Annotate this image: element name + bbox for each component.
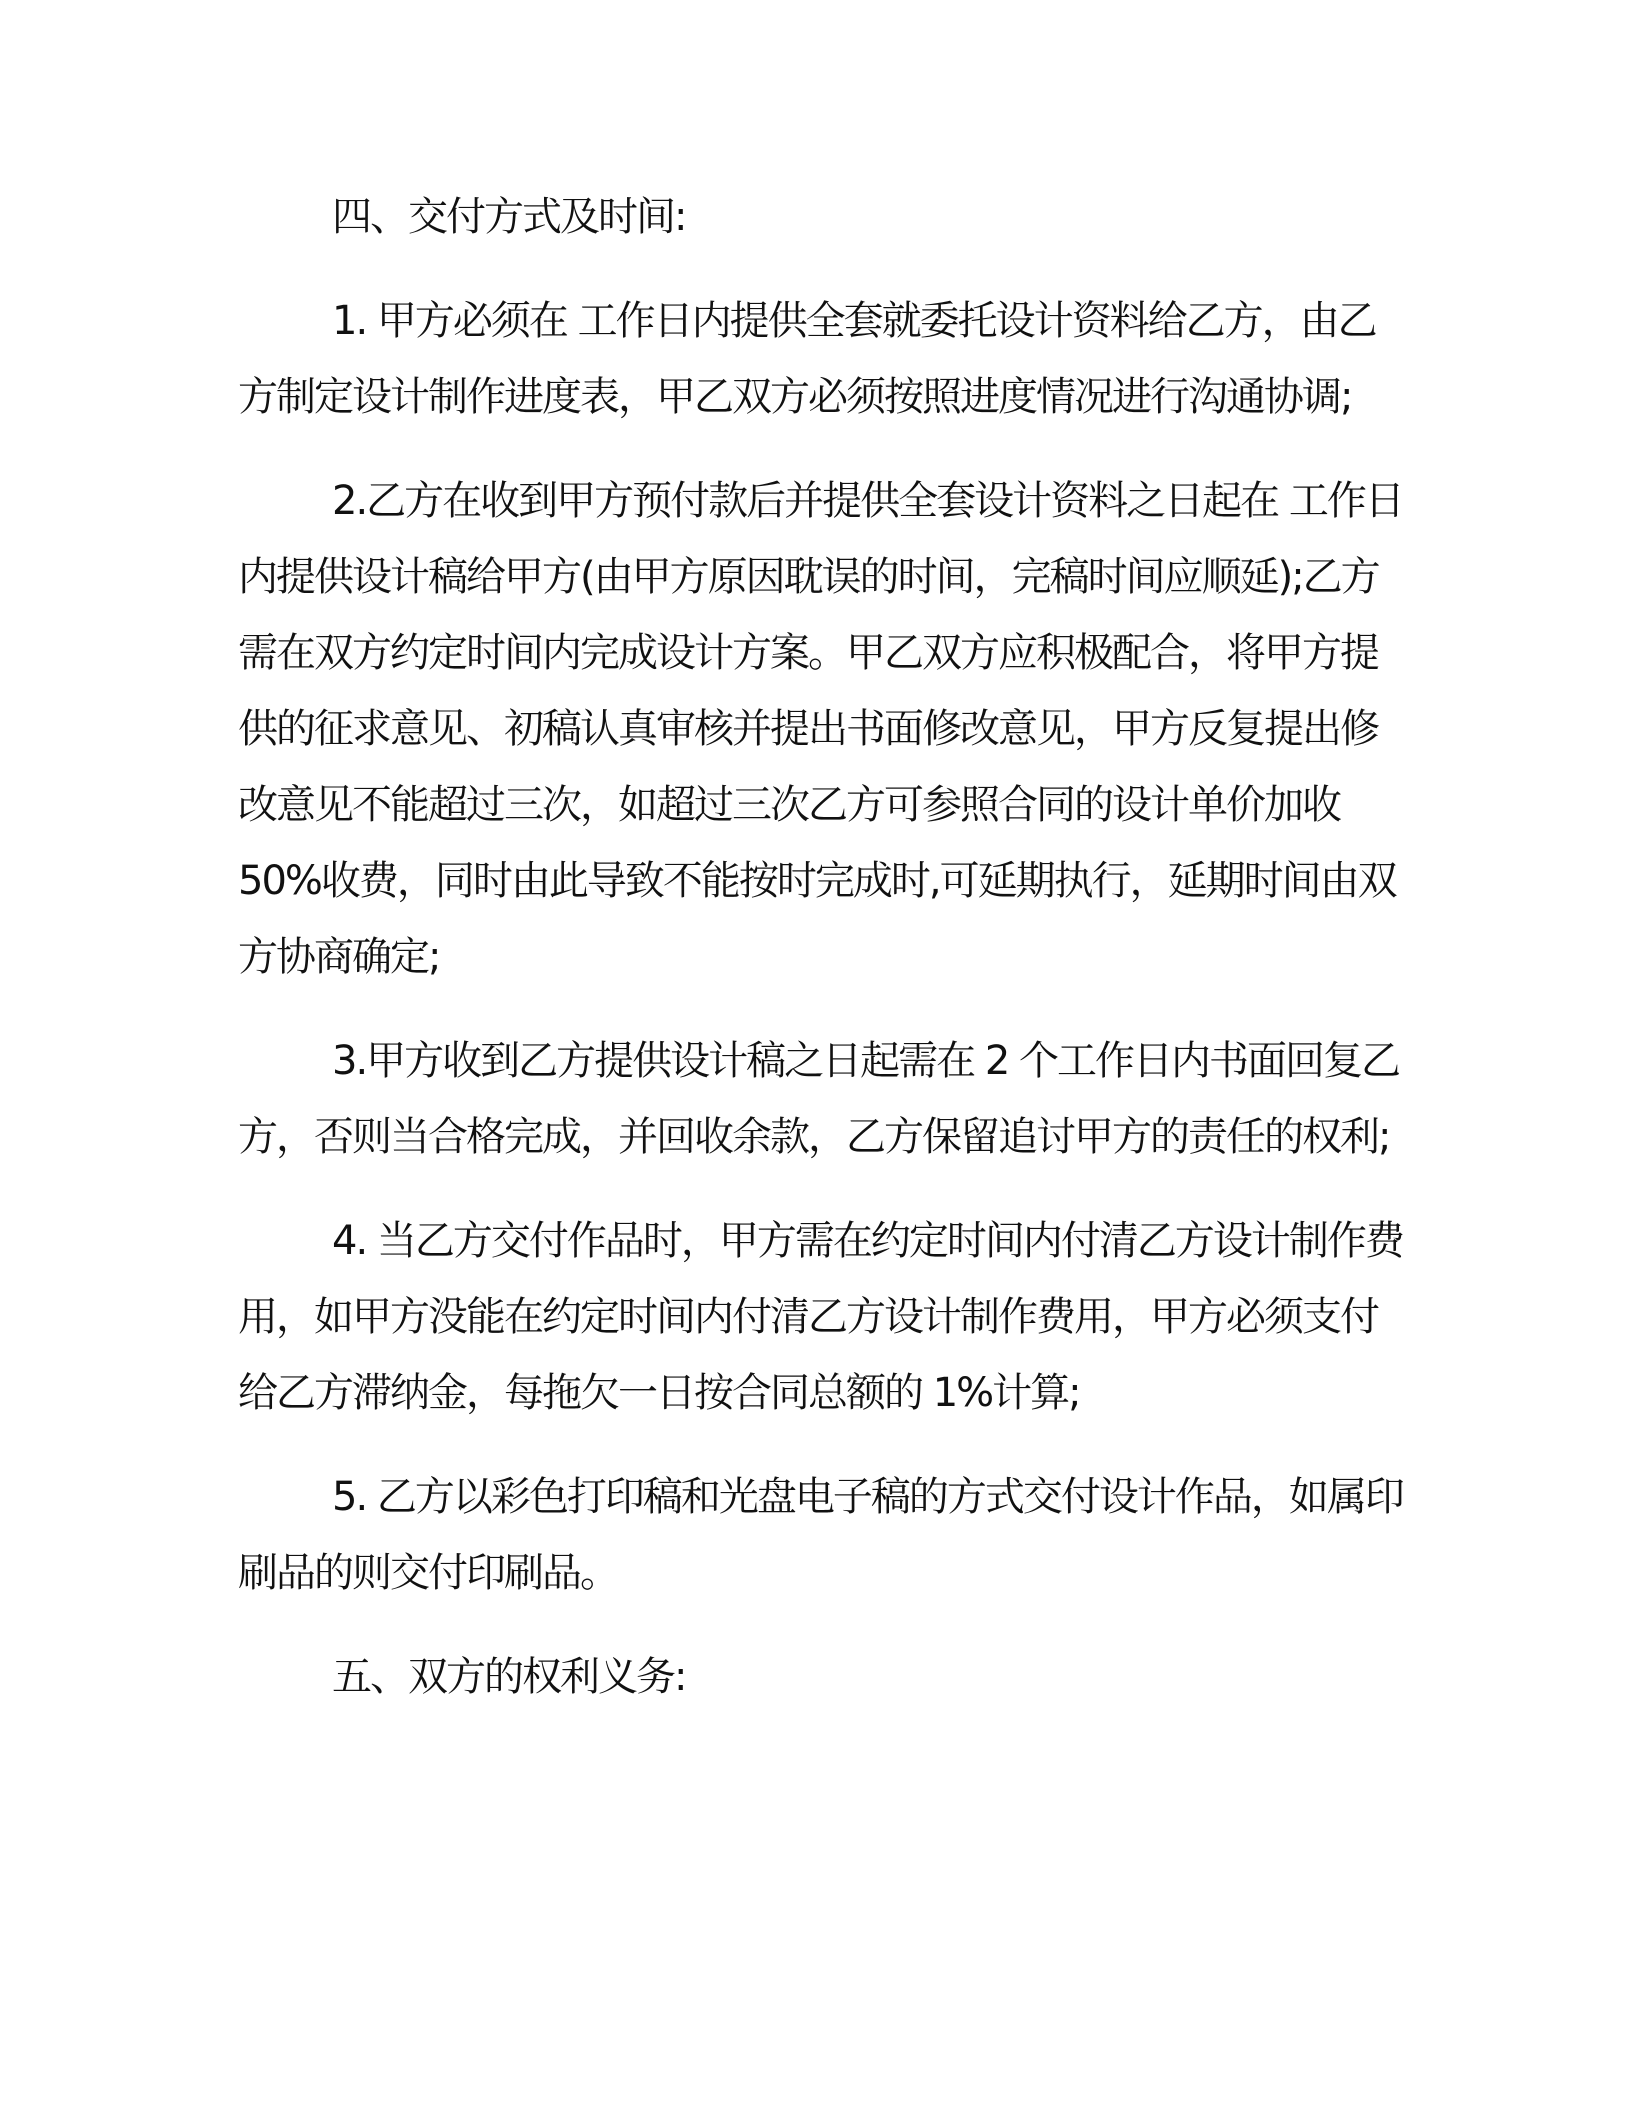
clause-1-line-2: 方制定设计制作进度表，甲乙双方必须按照进度情况进行沟通协调; bbox=[238, 374, 1352, 420]
clause-2-line-7: 方协商确定; bbox=[238, 934, 440, 980]
clause-3-line-1: 3.甲方收到乙方提供设计稿之日起需在 2 个工作日内书面回复乙 bbox=[332, 1038, 1400, 1084]
clause-4-line-3: 给乙方滞纳金，每拖欠一日按合同总额的 1%计算; bbox=[238, 1370, 1080, 1416]
clause-4-line-2: 用，如甲方没能在约定时间内付清乙方设计制作费用，甲方必须支付 bbox=[238, 1294, 1378, 1340]
clause-5-line-1: 5. 乙方以彩色打印稿和光盘电子稿的方式交付设计作品，如属印 bbox=[332, 1474, 1403, 1520]
clause-2-line-3: 需在双方约定时间内完成设计方案。甲乙双方应积极配合，将甲方提 bbox=[238, 630, 1378, 676]
clause-2-line-2: 内提供设计稿给甲方(由甲方原因耽误的时间，完稿时间应顺延);乙方 bbox=[238, 554, 1379, 600]
clause-2-line-5: 改意见不能超过三次，如超过三次乙方可参照合同的设计单价加收 bbox=[238, 782, 1340, 828]
clause-1-line-1: 1. 甲方必须在 工作日内提供全套就委托设计资料给乙方，由乙 bbox=[332, 298, 1376, 344]
clause-4-line-1: 4. 当乙方交付作品时，甲方需在约定时间内付清乙方设计制作费 bbox=[332, 1218, 1403, 1264]
clause-2-line-4: 供的征求意见、初稿认真审核并提出书面修改意见，甲方反复提出修 bbox=[238, 706, 1378, 752]
section-4-heading: 四、交付方式及时间: bbox=[332, 194, 686, 240]
section-5-heading: 五、双方的权利义务: bbox=[332, 1654, 686, 1700]
clause-2-line-6: 50%收费，同时由此导致不能按时完成时,可延期执行，延期时间由双 bbox=[238, 858, 1396, 904]
clause-2-line-1: 2.乙方在收到甲方预付款后并提供全套设计资料之日起在 工作日 bbox=[332, 478, 1403, 524]
clause-3-line-2: 方，否则当合格完成，并回收余款，乙方保留追讨甲方的责任的权利; bbox=[238, 1114, 1390, 1160]
clause-5-line-2: 刷品的则交付印刷品。 bbox=[238, 1550, 618, 1596]
